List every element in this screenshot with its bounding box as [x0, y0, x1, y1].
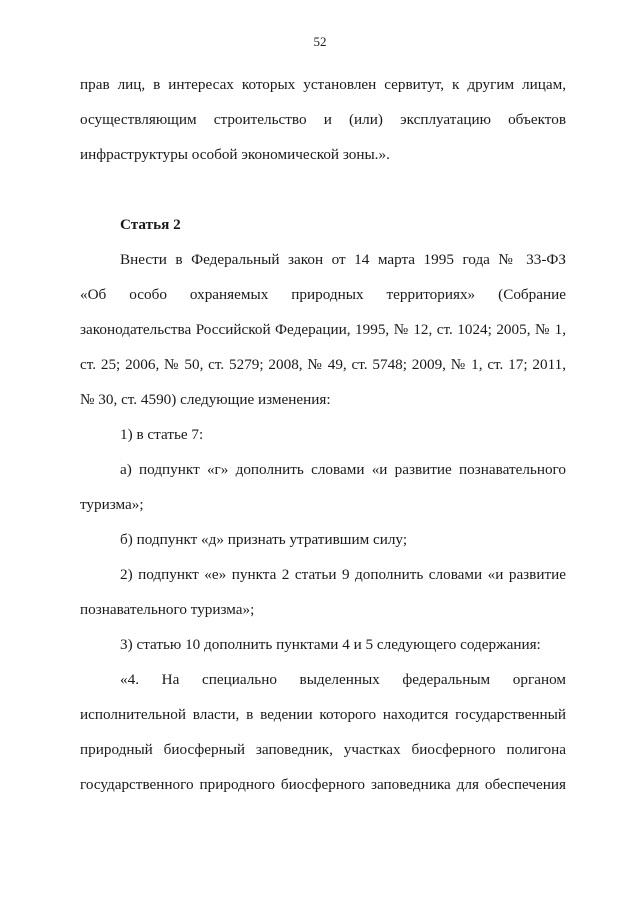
list-item: б) подпункт «д» признать утратившим силу; [120, 531, 408, 548]
text-line: № 30, ст. 4590) следующие изменения: [80, 391, 331, 408]
text-line: инфраструктуры особой экономической зоны.». [80, 146, 390, 163]
text-line: ст. 25; 2006, № 50, ст. 5279; 2008, № 49, ст. 5748; 2009, № 1, ст. 17; 2011, [80, 356, 566, 373]
text-line: прав лиц, в интересах которых установлен сервитут, к другим лицам, [80, 76, 566, 93]
text-line: «Об особо охраняемых природных территориях» (Собрание [80, 286, 566, 303]
text-line: познавательного туризма»; [80, 601, 255, 618]
quoted-text-line: природный биосферный заповедник, участках биосферного полигона [80, 741, 566, 758]
quoted-text-line: государственного природного биосферного заповедника для обеспечения [80, 776, 566, 793]
text-line: Внести в Федеральный закон от 14 марта 1995 года № 33-ФЗ [120, 251, 566, 268]
text-line: осуществляющим строительство и (или) эксплуатацию объектов [80, 111, 566, 128]
text-line: туризма»; [80, 496, 144, 513]
list-item: 2) подпункт «е» пункта 2 статьи 9 дополнить словами «и развитие [120, 566, 566, 583]
list-item: 1) в статье 7: [120, 426, 204, 443]
quoted-text-line: «4. На специально выделенных федеральным органом [120, 671, 566, 688]
page-number: 52 [313, 34, 327, 49]
quoted-text-line: исполнительной власти, в ведении которого находится государственный [80, 706, 566, 723]
article-heading: Статья 2 [120, 216, 181, 233]
list-item: а) подпункт «г» дополнить словами «и развитие познавательного [120, 461, 566, 478]
list-item: 3) статью 10 дополнить пунктами 4 и 5 следующего содержания: [120, 636, 541, 653]
text-line: законодательства Российской Федерации, 1995, № 12, ст. 1024; 2005, № 1, [80, 321, 566, 338]
